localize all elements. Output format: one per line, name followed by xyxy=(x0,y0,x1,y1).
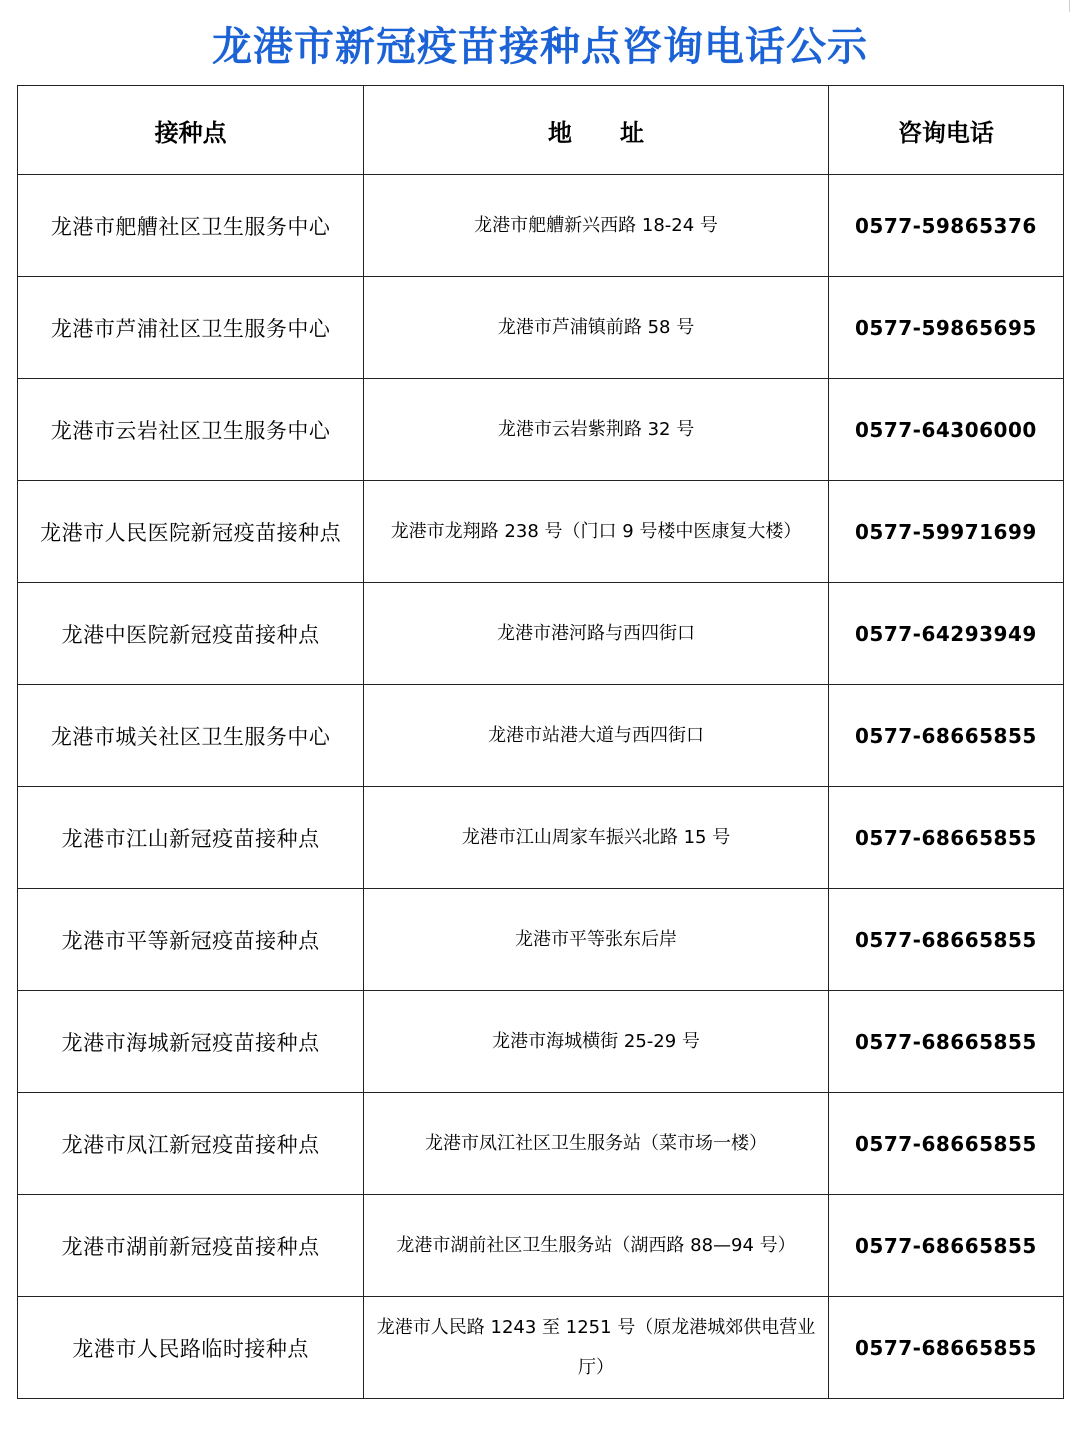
address-cell: 龙港市平等张东后岸 xyxy=(364,889,828,991)
address-cell: 龙港市站港大道与西四街口 xyxy=(364,685,828,787)
phone-cell: 0577-68665855 xyxy=(828,991,1063,1093)
phone-cell: 0577-59971699 xyxy=(828,481,1063,583)
table-row xyxy=(18,685,1064,787)
table-row xyxy=(18,277,1064,379)
address-cell: 龙港市云岩紫荆路 32 号 xyxy=(364,379,828,481)
table-row xyxy=(18,379,1064,481)
table-header-row xyxy=(18,86,1064,175)
address-cell: 龙港市凤江社区卫生服务站（菜市场一楼） xyxy=(364,1093,828,1195)
page-title: 龙港市新冠疫苗接种点咨询电话公示 xyxy=(212,24,868,70)
phone-cell: 0577-64306000 xyxy=(828,379,1063,481)
phone-cell: 0577-68665855 xyxy=(828,889,1063,991)
column-header-phone: 咨询电话 xyxy=(828,86,1063,175)
site-name-cell: 龙港市海城新冠疫苗接种点 xyxy=(18,991,364,1093)
site-name-cell: 龙港市平等新冠疫苗接种点 xyxy=(18,889,364,991)
address-cell: 龙港市龙翔路 238 号（门口 9 号楼中医康复大楼） xyxy=(364,481,828,583)
site-name-cell: 龙港中医院新冠疫苗接种点 xyxy=(18,583,364,685)
phone-cell: 0577-59865695 xyxy=(828,277,1063,379)
table-row xyxy=(18,1297,1064,1399)
table-row xyxy=(18,889,1064,991)
address-cell: 龙港市湖前社区卫生服务站（湖西路 88—94 号） xyxy=(364,1195,828,1297)
address-cell: 龙港市人民路 1243 至 1251 号（原龙港城郊供电营业厅） xyxy=(364,1297,828,1399)
table-row xyxy=(18,481,1064,583)
address-cell: 龙港市海城横街 25-29 号 xyxy=(364,991,828,1093)
address-cell: 龙港市江山周家车振兴北路 15 号 xyxy=(364,787,828,889)
site-name-cell: 龙港市舥艚社区卫生服务中心 xyxy=(18,175,364,277)
site-name-cell: 龙港市城关社区卫生服务中心 xyxy=(18,685,364,787)
site-name-cell: 龙港市芦浦社区卫生服务中心 xyxy=(18,277,364,379)
vaccination-sites-table xyxy=(17,85,1064,1399)
phone-cell: 0577-68665855 xyxy=(828,685,1063,787)
address-cell: 龙港市芦浦镇前路 58 号 xyxy=(364,277,828,379)
table-row xyxy=(18,175,1064,277)
site-name-cell: 龙港市江山新冠疫苗接种点 xyxy=(18,787,364,889)
table-row xyxy=(18,583,1064,685)
column-header-address: 地 址 xyxy=(364,86,828,175)
corner-mark xyxy=(1061,0,1070,12)
site-name-cell: 龙港市人民路临时接种点 xyxy=(18,1297,364,1399)
site-name-cell: 龙港市湖前新冠疫苗接种点 xyxy=(18,1195,364,1297)
phone-cell: 0577-64293949 xyxy=(828,583,1063,685)
phone-cell: 0577-59865376 xyxy=(828,175,1063,277)
address-cell: 龙港市港河路与西四街口 xyxy=(364,583,828,685)
table-row xyxy=(18,787,1064,889)
address-cell: 龙港市舥艚新兴西路 18-24 号 xyxy=(364,175,828,277)
phone-cell: 0577-68665855 xyxy=(828,1093,1063,1195)
phone-cell: 0577-68665855 xyxy=(828,1195,1063,1297)
site-name-cell: 龙港市凤江新冠疫苗接种点 xyxy=(18,1093,364,1195)
table-row xyxy=(18,1093,1064,1195)
site-name-cell: 龙港市云岩社区卫生服务中心 xyxy=(18,379,364,481)
phone-cell: 0577-68665855 xyxy=(828,1297,1063,1399)
table-row xyxy=(18,1195,1064,1297)
table-row xyxy=(18,991,1064,1093)
column-header-site: 接种点 xyxy=(18,86,364,175)
site-name-cell: 龙港市人民医院新冠疫苗接种点 xyxy=(18,481,364,583)
phone-cell: 0577-68665855 xyxy=(828,787,1063,889)
